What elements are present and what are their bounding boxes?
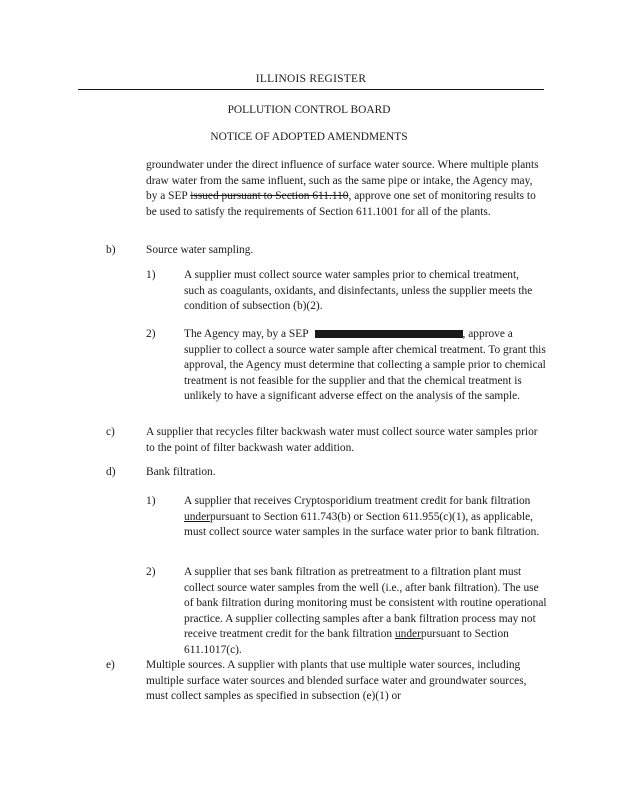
item-d1-number: 1) — [146, 495, 156, 507]
subsection-c-text: A supplier that recycles filter backwash water must collect source water samples prior to the point of filter backwash water addition. — [146, 426, 538, 454]
item-b2-text: The Agency may, by a SEP , approve a supplier to collect a source water sample after chemical treatment. To grant this approval, the Agency must determine that collecting a sample prior to chemical treatment is not feasible for the supplier and that the chemical treatment is unlikely to have a significant adverse effect on the analysis of the sample. — [184, 328, 546, 403]
subsection-c-label: c) — [106, 426, 115, 438]
item-d1-text: A supplier that receives Cryptosporidium treatment credit for bank filtration underpursuant to Section 611.743(b) or Section 611.955(c)(1), as applicable, must collect source water samples in the surface water prior to bank filtration. — [184, 495, 540, 539]
inserted-text: under — [394, 628, 421, 641]
inserted-text: under — [184, 510, 210, 523]
subsection-e-label: e) — [106, 659, 115, 671]
item-d2-number: 2) — [146, 566, 156, 578]
subsection-b-heading: Source water sampling. — [146, 244, 254, 256]
struck-text: issued pursuant to Section 611.110 — [190, 190, 349, 203]
item-b1-number: 1) — [146, 269, 156, 281]
register-header — [78, 72, 544, 90]
subsection-e-text: Multiple sources. A supplier with plants that use multiple water sources, including multiple surface water sources and blended surface water and groundwater sources, must collect samples as specified in subsection (e)(1) or — [146, 659, 527, 703]
subsection-d-heading: Bank filtration. — [146, 466, 216, 478]
item-b2-number: 2) — [146, 328, 156, 340]
item-b1-text: A supplier must collect source water samples prior to chemical treatment, such as coagulants, oxidants, and disinfectants, unless the supplier meets the condition of subsection (b)(2). — [184, 269, 533, 313]
subsection-d-label: d) — [106, 466, 116, 478]
intro-paragraph: groundwater under the direct influence of surface water source. Where multiple plants draw water from the same influent, such as the same pipe or intake, the Agency may, by a SEP issued pursuant to Section 611.110, approve one set of monitoring results to be used to satisfy the requirements of Section 611.1001 for all of the plants. — [146, 159, 539, 218]
item-d2-text: A supplier that ses bank filtration as pretreatment to a filtration plant must collect source water samples from the well (i.e., after bank filtration). The use of bank filtration during monitoring must be consistent with routine operational practice. A supplier collecting samples after a bank filtration process may not receive treatment credit for the bank filtration underpursuant to Section 611.1017(c). — [184, 566, 547, 656]
redacted-text — [315, 330, 463, 338]
notice-title: NOTICE OF ADOPTED AMENDMENTS — [210, 131, 408, 143]
board-title: POLLUTION CONTROL BOARD — [227, 104, 391, 116]
subsection-b-label: b) — [106, 244, 116, 256]
register-title: ILLINOIS REGISTER — [78, 72, 544, 90]
